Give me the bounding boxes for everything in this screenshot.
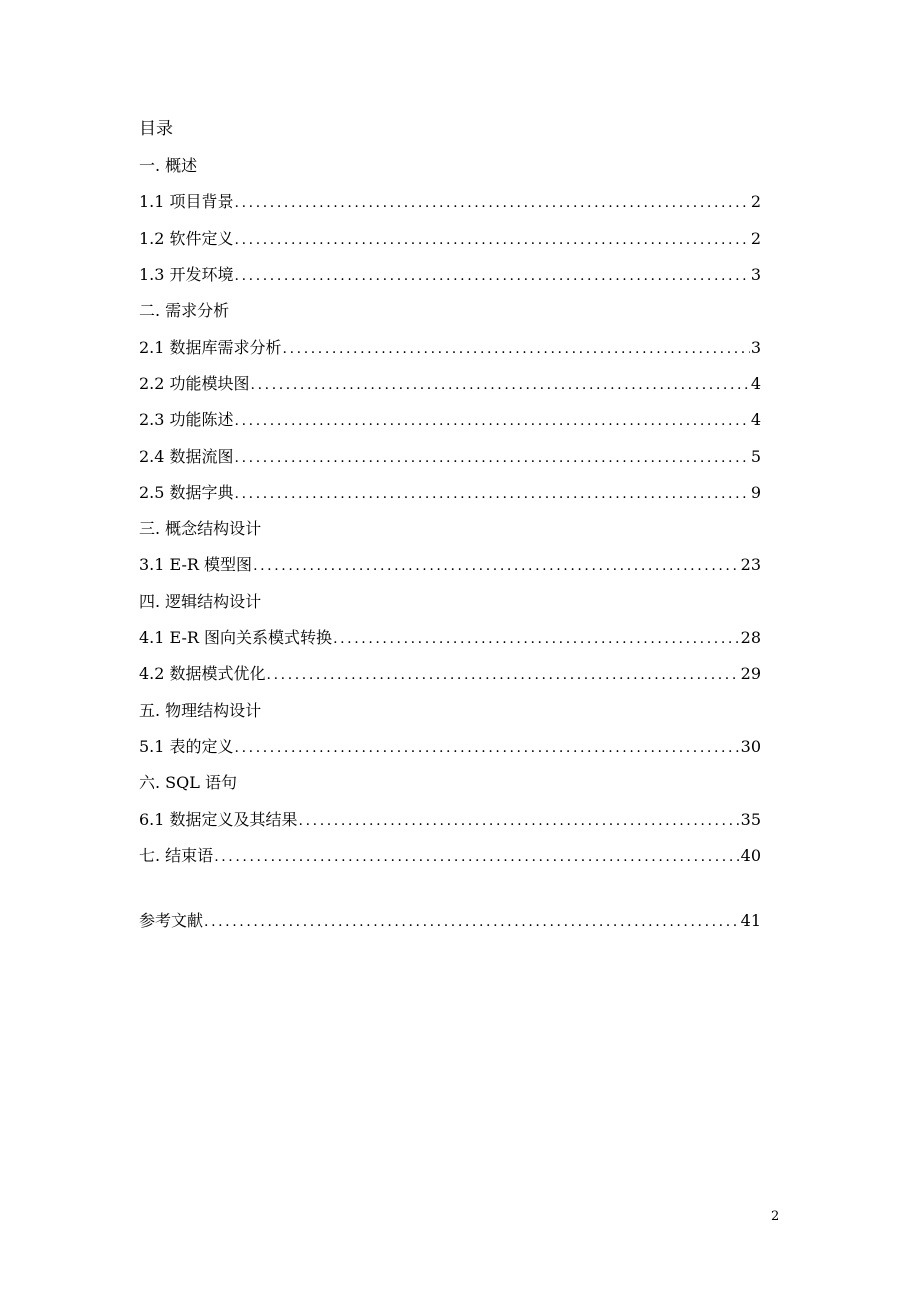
- toc-entry-label: 1.3 开发环境: [139, 265, 234, 284]
- toc-entry-label: 4.1 E-R 图向关系模式转换: [139, 628, 333, 647]
- toc-entry: [139, 372, 761, 396]
- toc-entry-label: 1.2 软件定义: [139, 229, 234, 248]
- toc-entry-label: 三. 概念结构设计: [139, 519, 262, 538]
- toc-entry-page-number: 2: [750, 229, 761, 248]
- toc-section-heading: [139, 299, 761, 323]
- toc-entry-page-number: 3: [750, 338, 761, 357]
- toc-entry-page-number: 28: [740, 628, 761, 647]
- toc-entry-label: 2.2 功能模块图: [139, 374, 250, 393]
- toc-section-heading: [139, 699, 761, 723]
- toc-entry: [139, 336, 761, 360]
- toc-entry-page-number: 2: [750, 192, 761, 211]
- toc-entry-page-number: 23: [740, 555, 761, 574]
- dot-leader: [253, 554, 740, 578]
- toc-entry-page-number: 9: [750, 483, 761, 502]
- toc-entry-label: 六. SQL 语句: [139, 773, 237, 792]
- toc-entry-label: 七. 结束语: [139, 846, 214, 865]
- toc-entry: [139, 408, 761, 432]
- toc-entry-label: 四. 逻辑结构设计: [139, 592, 262, 611]
- dot-leader: [333, 627, 740, 651]
- toc-entry-page-number: 41: [740, 911, 761, 930]
- toc-entry-label: 2.3 功能陈述: [139, 410, 234, 429]
- toc-entry: [139, 227, 761, 251]
- toc-entry-label: 4.2 数据模式优化: [139, 664, 266, 683]
- toc-entry-page-number: 29: [740, 664, 761, 683]
- toc-entry: [139, 735, 761, 759]
- dot-leader: [235, 264, 750, 288]
- toc-entry-label: 5.1 表的定义: [139, 737, 234, 756]
- toc-entry-page-number: 4: [750, 374, 761, 393]
- toc-title: 目录: [139, 119, 173, 139]
- toc-entry: [139, 263, 761, 287]
- toc-entry-label: 3.1 E-R 模型图: [139, 555, 253, 574]
- page-number: 2: [771, 1209, 780, 1224]
- dot-leader: [214, 845, 739, 869]
- toc-entry: [139, 553, 761, 577]
- toc-entry-label: 1.1 项目背景: [139, 192, 234, 211]
- toc-entry-label: 2.5 数据字典: [139, 483, 234, 502]
- toc-entry-page-number: 40: [740, 846, 761, 865]
- toc-entry-label: 一. 概述: [139, 156, 198, 175]
- toc-section-heading: [139, 517, 761, 541]
- dot-leader: [251, 373, 750, 397]
- toc-entry: [139, 190, 761, 214]
- dot-leader: [235, 736, 740, 760]
- toc-entry: [139, 844, 761, 868]
- dot-leader: [267, 663, 740, 687]
- toc-entry-page-number: 30: [740, 737, 761, 756]
- toc-entry: [139, 626, 761, 650]
- toc-section-heading: [139, 590, 761, 614]
- toc-entry-label: 五. 物理结构设计: [139, 701, 262, 720]
- dot-leader: [283, 337, 750, 361]
- toc-entry-label: 2.1 数据库需求分析: [139, 338, 282, 357]
- toc-entry: [139, 909, 761, 933]
- toc-entry-label: 2.4 数据流图: [139, 447, 234, 466]
- toc-entry: [139, 481, 761, 505]
- dot-leader: [235, 482, 750, 506]
- toc-entry: [139, 808, 761, 832]
- dot-leader: [235, 409, 750, 433]
- dot-leader: [235, 228, 750, 252]
- toc-section-heading: [139, 771, 761, 795]
- table-of-contents: [139, 0, 761, 1000]
- toc-entry: [139, 662, 761, 686]
- toc-section-heading: [139, 154, 761, 178]
- dot-leader: [299, 809, 740, 833]
- toc-entry-page-number: 35: [740, 810, 761, 829]
- toc-entry-page-number: 4: [750, 410, 761, 429]
- dot-leader: [235, 446, 750, 470]
- dot-leader: [204, 910, 740, 934]
- toc-entry: [139, 445, 761, 469]
- toc-entry-label: 参考文献: [139, 911, 204, 930]
- dot-leader: [235, 191, 750, 215]
- toc-entry-page-number: 3: [750, 265, 761, 284]
- toc-entry-label: 二. 需求分析: [139, 301, 230, 320]
- toc-entry-page-number: 5: [750, 447, 761, 466]
- toc-entry-label: 6.1 数据定义及其结果: [139, 810, 298, 829]
